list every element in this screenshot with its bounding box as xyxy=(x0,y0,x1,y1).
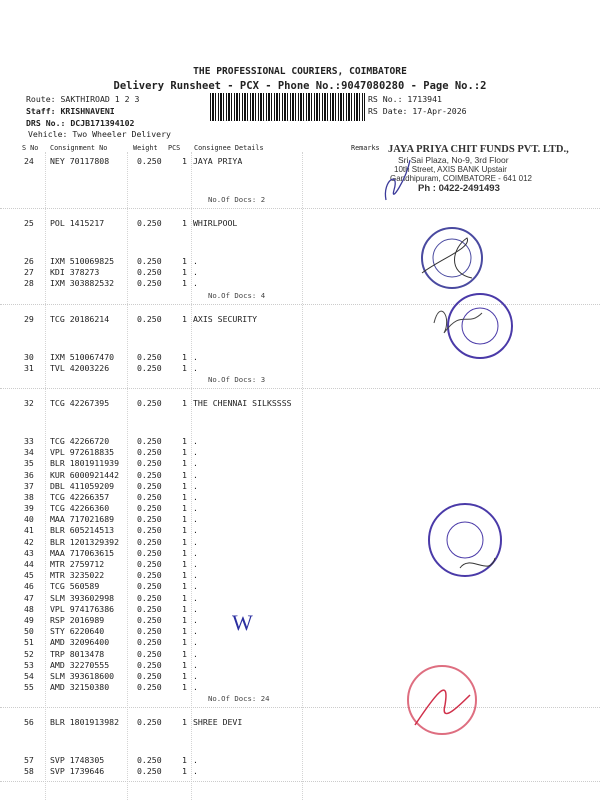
serial-number: 40 xyxy=(24,514,34,525)
pieces: 1 xyxy=(182,614,187,625)
consignment-number: TRP 8013478 xyxy=(50,648,105,659)
weight: 0.250 xyxy=(137,397,162,408)
pieces: 1 xyxy=(182,648,187,659)
consignee: . xyxy=(193,278,198,289)
consignee: . xyxy=(193,447,198,458)
pieces: 1 xyxy=(182,659,187,670)
pieces: 1 xyxy=(182,592,187,603)
pieces: 1 xyxy=(182,670,187,681)
table-row xyxy=(0,514,600,525)
table-row xyxy=(0,626,600,637)
stamp-line: Gandhipuram, COIMBATORE - 641 012 xyxy=(390,174,532,183)
document-title: THE PROFESSIONAL COURIERS, COIMBATORE xyxy=(193,66,407,77)
consignment-number: VPL 972618835 xyxy=(50,447,115,458)
consignee: SHREE DEVI xyxy=(193,717,243,728)
red-seal-icon xyxy=(400,655,480,745)
table-row xyxy=(0,717,600,755)
col-weight: Weight xyxy=(133,144,158,152)
consignee: . xyxy=(193,755,198,766)
serial-number: 38 xyxy=(24,491,34,502)
weight: 0.250 xyxy=(137,362,162,373)
weight: 0.250 xyxy=(137,614,162,625)
serial-number: 42 xyxy=(24,536,34,547)
consignee: . xyxy=(193,491,198,502)
consignee: . xyxy=(193,766,198,777)
pieces: 1 xyxy=(182,525,187,536)
weight: 0.250 xyxy=(137,682,162,693)
serial-number: 44 xyxy=(24,559,34,569)
whirlpool-seal-icon xyxy=(412,218,492,298)
pieces: 1 xyxy=(182,278,187,289)
weight: 0.250 xyxy=(137,514,162,525)
consignment-number: TVL 42003226 xyxy=(50,362,110,373)
consignment-number: TCG 560589 xyxy=(50,581,100,592)
pieces: 1 xyxy=(182,397,187,408)
consignee: . xyxy=(193,648,198,659)
table-row xyxy=(0,593,600,604)
consignee: . xyxy=(193,503,198,514)
pieces: 1 xyxy=(182,581,187,592)
table-row xyxy=(0,525,600,536)
consignee: . xyxy=(193,351,198,362)
pieces: 1 xyxy=(182,766,187,777)
serial-number: 48 xyxy=(24,603,34,614)
pieces: 1 xyxy=(182,717,187,728)
runsheet-table xyxy=(0,156,600,791)
serial-number: 53 xyxy=(24,659,34,670)
col-consignment: Consignment No xyxy=(50,144,108,152)
consignee: . xyxy=(193,525,198,536)
consignment-number: MTR 3235022 xyxy=(50,570,105,581)
weight: 0.250 xyxy=(137,648,162,659)
docs-count: No.Of Docs: 2 xyxy=(208,195,266,204)
consignment-number: RSP 2016989 xyxy=(50,614,105,625)
consignee: . xyxy=(193,570,198,581)
weight: 0.250 xyxy=(137,351,162,362)
pieces: 1 xyxy=(182,480,187,491)
consignee: . xyxy=(193,469,198,480)
serial-number: 45 xyxy=(24,570,34,581)
weight: 0.250 xyxy=(137,536,162,547)
consignment-number: MAA 717021689 xyxy=(50,514,115,525)
consignment-number: POL 1415217 xyxy=(50,218,105,228)
consignment-number: DBL 411059209 xyxy=(50,480,115,491)
weight: 0.250 xyxy=(137,447,162,458)
consignee: . xyxy=(193,267,198,278)
weight: 0.250 xyxy=(137,313,162,324)
consignment-number: MAA 717063615 xyxy=(50,547,115,558)
consignee: . xyxy=(193,592,198,603)
pieces: 1 xyxy=(182,256,187,266)
table-row xyxy=(0,637,600,648)
serial-number: 47 xyxy=(24,592,34,603)
stamp-line: 10th Street, AXIS BANK Upstair xyxy=(394,165,507,174)
serial-number: 41 xyxy=(24,525,34,536)
weight: 0.250 xyxy=(137,218,162,228)
table-row xyxy=(0,682,600,693)
pieces: 1 xyxy=(182,559,187,569)
serial-number: 30 xyxy=(24,351,34,362)
consignment-number: IXM 303882532 xyxy=(50,278,115,289)
serial-number: 32 xyxy=(24,397,34,408)
pieces: 1 xyxy=(182,491,187,502)
consignee: . xyxy=(193,514,198,525)
pieces: 1 xyxy=(182,637,187,648)
table-row xyxy=(0,447,600,458)
rs-date: RS Date: 17-Apr-2026 xyxy=(368,106,467,116)
weight: 0.250 xyxy=(137,469,162,480)
chennai-silks-seal-icon xyxy=(420,498,510,588)
table-row xyxy=(0,481,600,492)
docs-count: No.Of Docs: 24 xyxy=(208,694,270,704)
table-row xyxy=(0,218,600,256)
pieces: 1 xyxy=(182,755,187,766)
col-consignee: Consignee Details xyxy=(194,144,264,152)
table-row xyxy=(0,581,600,592)
table-row xyxy=(0,436,600,447)
col-pcs: PCS xyxy=(168,144,181,152)
serial-number: 34 xyxy=(24,447,34,458)
weight: 0.250 xyxy=(137,717,162,728)
pieces: 1 xyxy=(182,447,187,458)
consignee: . xyxy=(193,626,198,637)
barcode xyxy=(210,93,365,121)
weight: 0.250 xyxy=(137,626,162,637)
consignment-number: TCG 42267395 xyxy=(50,397,110,408)
col-sno: S No xyxy=(22,144,39,152)
consignee: . xyxy=(193,682,198,693)
consignment-number: STY 6220640 xyxy=(50,626,105,637)
table-row xyxy=(0,503,600,514)
consignee-group xyxy=(0,717,600,781)
staff: Staff: KRISHNAVENI xyxy=(26,106,115,116)
consignment-number: BLR 1201329392 xyxy=(50,536,120,547)
consignment-number: AMD 32270555 xyxy=(50,659,110,670)
stamp-line: JAYA PRIYA CHIT FUNDS PVT. LTD., xyxy=(388,144,569,155)
consignee: . xyxy=(193,614,198,625)
pieces: 1 xyxy=(182,362,187,373)
weight: 0.250 xyxy=(137,659,162,670)
stamp-line: Sri Sai Plaza, No-9, 3rd Floor xyxy=(398,155,509,165)
table-row xyxy=(0,559,600,570)
serial-number: 25 xyxy=(24,218,34,228)
serial-number: 52 xyxy=(24,648,34,659)
pieces: 1 xyxy=(182,603,187,614)
serial-number: 28 xyxy=(24,278,34,289)
serial-number: 46 xyxy=(24,581,34,592)
weight: 0.250 xyxy=(137,435,162,446)
consignee: JAYA PRIYA xyxy=(193,156,243,166)
consignee: AXIS SECURITY xyxy=(193,313,258,324)
pieces: 1 xyxy=(182,547,187,558)
table-row xyxy=(0,604,600,615)
weight: 0.250 xyxy=(137,267,162,278)
weight: 0.250 xyxy=(137,603,162,614)
docs-count: No.Of Docs: 3 xyxy=(208,374,266,384)
weight: 0.250 xyxy=(137,278,162,289)
table-row xyxy=(0,398,600,436)
consignment-number: BLR 605214513 xyxy=(50,525,115,536)
serial-number: 51 xyxy=(24,637,34,648)
weight: 0.250 xyxy=(137,592,162,603)
serial-number: 35 xyxy=(24,458,34,469)
pieces: 1 xyxy=(182,267,187,278)
table-row xyxy=(0,649,600,660)
serial-number: 27 xyxy=(24,267,34,278)
serial-number: 37 xyxy=(24,480,34,491)
weight: 0.250 xyxy=(137,570,162,581)
pieces: 1 xyxy=(182,503,187,514)
consignment-number: NEY 70117808 xyxy=(50,156,110,166)
handwritten-mark: W xyxy=(232,610,253,635)
table-row xyxy=(0,671,600,682)
table-row xyxy=(0,570,600,581)
serial-number: 24 xyxy=(24,156,34,166)
weight: 0.250 xyxy=(137,480,162,491)
weight: 0.250 xyxy=(137,491,162,502)
table-row xyxy=(0,458,600,469)
pieces: 1 xyxy=(182,514,187,525)
consignment-number: BLR 1801913982 xyxy=(50,717,120,728)
signature-icon xyxy=(380,150,420,210)
consignee: . xyxy=(193,362,198,373)
weight: 0.250 xyxy=(137,766,162,777)
stamp-line: Ph : 0422-2491493 xyxy=(418,183,500,194)
consignment-number: AMD 32096400 xyxy=(50,637,110,648)
serial-number: 58 xyxy=(24,766,34,777)
weight: 0.250 xyxy=(137,637,162,648)
vehicle: Vehicle: Two Wheeler Delivery xyxy=(28,129,171,139)
table-row xyxy=(0,755,600,766)
serial-number: 57 xyxy=(24,755,34,766)
pieces: 1 xyxy=(182,536,187,547)
consignment-number: SLM 393602998 xyxy=(50,592,115,603)
consignee-group xyxy=(0,398,600,708)
consignee: . xyxy=(193,547,198,558)
consignee: WHIRLPOOL xyxy=(193,218,238,228)
weight: 0.250 xyxy=(137,547,162,558)
weight: 0.250 xyxy=(137,256,162,266)
table-row xyxy=(0,267,600,278)
consignment-number: AMD 32150380 xyxy=(50,682,110,693)
consignee: . xyxy=(193,559,198,569)
consignment-number: TCG 42266720 xyxy=(50,435,110,446)
serial-number: 54 xyxy=(24,670,34,681)
consignee: . xyxy=(193,603,198,614)
pieces: 1 xyxy=(182,156,187,166)
pieces: 1 xyxy=(182,469,187,480)
serial-number: 56 xyxy=(24,717,34,728)
pieces: 1 xyxy=(182,351,187,362)
serial-number: 50 xyxy=(24,626,34,637)
consignee: . xyxy=(193,670,198,681)
pieces: 1 xyxy=(182,218,187,228)
consignee: . xyxy=(193,637,198,648)
drs-number: DRS No.: DCJB171394102 xyxy=(26,118,135,128)
consignee: . xyxy=(193,659,198,670)
serial-number: 36 xyxy=(24,469,34,480)
consignee: THE CHENNAI SILKSSSS xyxy=(193,397,292,408)
serial-number: 29 xyxy=(24,313,34,324)
consignee: . xyxy=(193,256,198,266)
serial-number: 49 xyxy=(24,614,34,625)
table-row xyxy=(0,766,600,777)
consignment-number: KDI 378273 xyxy=(50,267,100,278)
consignment-number: TCG 20186214 xyxy=(50,313,110,324)
consignment-number: TCG 42266360 xyxy=(50,503,110,514)
weight: 0.250 xyxy=(137,156,162,166)
weight: 0.250 xyxy=(137,525,162,536)
pieces: 1 xyxy=(182,435,187,446)
consignment-number: SVP 1748305 xyxy=(50,755,105,766)
serial-number: 55 xyxy=(24,682,34,693)
consignee: . xyxy=(193,480,198,491)
table-row xyxy=(0,615,600,626)
serial-number: 39 xyxy=(24,503,34,514)
consignment-number: SVP 1739646 xyxy=(50,766,105,777)
consignment-number: IXM 510067470 xyxy=(50,351,115,362)
document-subtitle: Delivery Runsheet - PCX - Phone No.:9047080280 - Page No.:2 xyxy=(113,80,487,92)
consignee: . xyxy=(193,458,198,469)
serial-number: 33 xyxy=(24,435,34,446)
rs-number: RS No.: 1713941 xyxy=(368,94,442,104)
route: Route: SAKTHIROAD 1 2 3 xyxy=(26,94,140,104)
serial-number: 31 xyxy=(24,362,34,373)
weight: 0.250 xyxy=(137,755,162,766)
consignee: . xyxy=(193,536,198,547)
consignment-number: BLR 1801911939 xyxy=(50,458,120,469)
weight: 0.250 xyxy=(137,503,162,514)
consignment-number: VPL 974176386 xyxy=(50,603,115,614)
serial-number: 26 xyxy=(24,256,34,266)
consignee: . xyxy=(193,435,198,446)
table-row xyxy=(0,537,600,548)
consignment-number: SLM 393618600 xyxy=(50,670,115,681)
weight: 0.250 xyxy=(137,458,162,469)
consignment-number: MTR 2759712 xyxy=(50,559,105,569)
consignment-number: KUR 6000921442 xyxy=(50,469,120,480)
consignment-number: TCG 42266357 xyxy=(50,491,110,502)
table-row xyxy=(0,548,600,559)
table-row xyxy=(0,660,600,671)
axis-security-seal-icon xyxy=(432,288,522,368)
serial-number: 43 xyxy=(24,547,34,558)
docs-count: No.Of Docs: 4 xyxy=(208,290,266,300)
pieces: 1 xyxy=(182,570,187,581)
weight: 0.250 xyxy=(137,559,162,569)
table-row xyxy=(0,470,600,481)
table-row xyxy=(0,256,600,267)
weight: 0.250 xyxy=(137,670,162,681)
weight: 0.250 xyxy=(137,581,162,592)
consignee: . xyxy=(193,581,198,592)
pieces: 1 xyxy=(182,682,187,693)
table-row xyxy=(0,492,600,503)
pieces: 1 xyxy=(182,313,187,324)
pieces: 1 xyxy=(182,626,187,637)
consignment-number: IXM 510069825 xyxy=(50,256,115,266)
col-remarks: Remarks xyxy=(351,144,380,152)
pieces: 1 xyxy=(182,458,187,469)
